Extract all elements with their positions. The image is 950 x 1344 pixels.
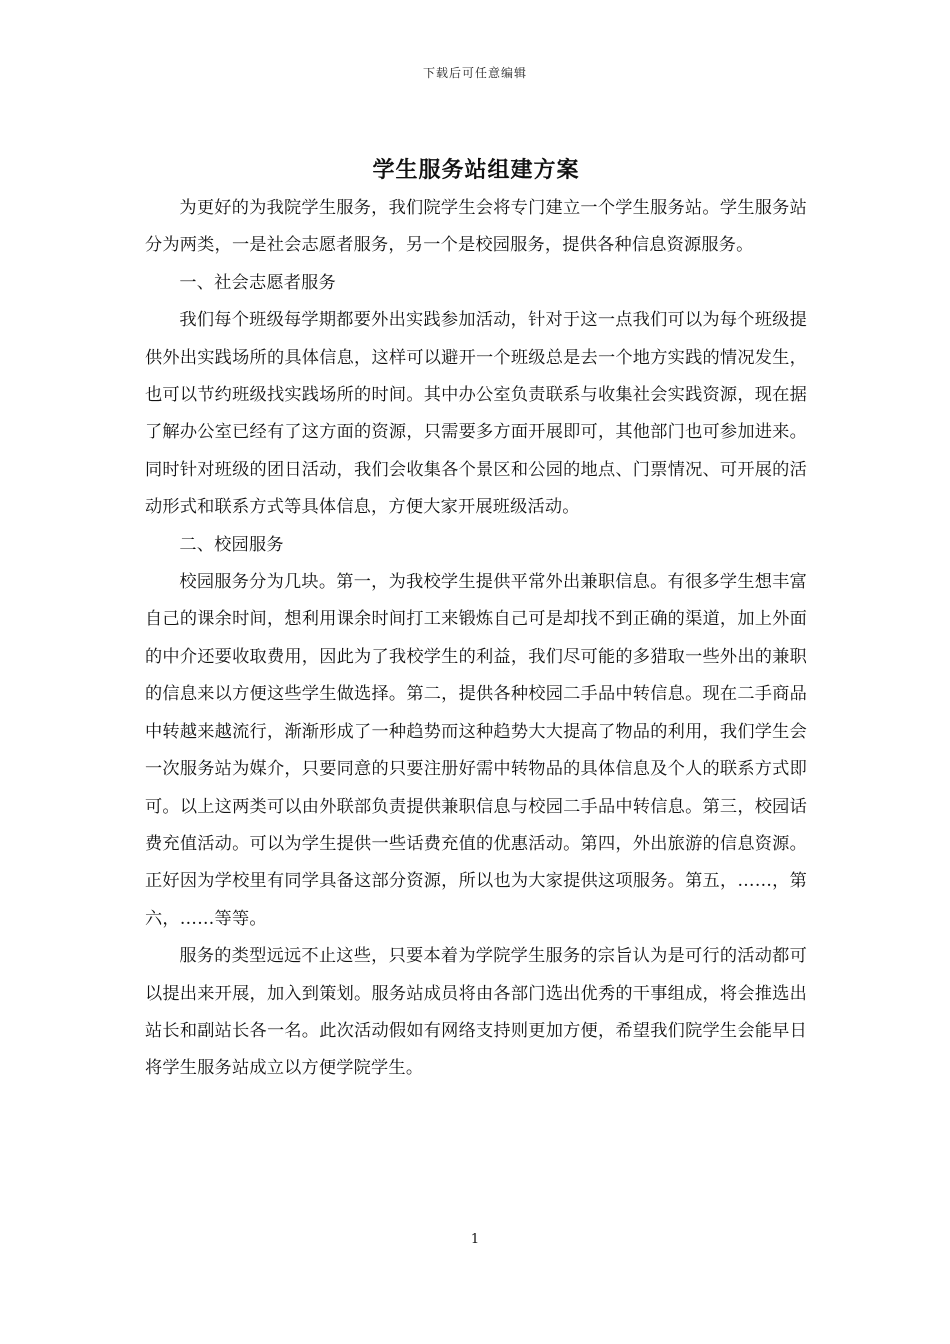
document-title: 学生服务站组建方案 [372, 157, 580, 183]
page-number: 1 [470, 1232, 480, 1247]
campus-paragraph: 校园服务分为几块。第一，为我校学生提供平常外出兼职信息。有很多学生想丰富自己的课余时间，想利用课余时间打工来锻炼自己可是却找不到正确的渠道，加上外面的中介还要收取费用，因此为了我校学生的利益，我们尽可能的多猎取一些外出的兼职的信息来以方便这些学生做选择。第二，提供各种校园二手品中转信息。现在二手商品中转越来越流行，渐渐形成了一种趋势而这种趋势大大提高了物品的利用，我们学生会一次服务站为媒介，只要同意的只要注册好需中转物品的具体信息及个人的联系方式即可。以上这两类可以由外联部负责提供兼职信息与校园二手品中转信息。第三，校园话费充值活动。可以为学生提供一些话费充值的优惠活动。第四，外出旅游的信息资源。正好因为学校里有同学具备这部分资源，所以也为大家提供这项服务。第五，……，第六，……等等。 [145, 572, 807, 929]
section-heading-campus: 二、校园服务 [179, 534, 284, 555]
closing-paragraph: 服务的类型远远不止这些，只要本着为学院学生服务的宗旨认为是可行的活动都可以提出来开展，加入到策划。服务站成员将由各部门选出优秀的干事组成，将会推选出站长和副站长各一名。此次活动假如有网络支持则更加方便，希望我们院学生会能早日将学生服务站成立以方便学院学生。 [145, 946, 807, 1079]
document-body [145, 150, 807, 1088]
volunteer-paragraph: 我们每个班级每学期都要外出实践参加活动，针对于这一点我们可以为每个班级提供外出实践场所的具体信息，这样可以避开一个班级总是去一个地方实践的情况发生，也可以节约班级找实践场所的时间。其中办公室负责联系与收集社会实践资源，现在据了解办公室已经有了这方面的资源，只需要多方面开展即可，其他部门也可参加进来。同时针对班级的团日活动，我们会收集各个景区和公园的地点、门票情况、可开展的活动形式和联系方式等具体信息，方便大家开展班级活动。 [145, 310, 807, 518]
header-note: 下载后可任意编辑 [422, 66, 527, 80]
intro-paragraph: 为更好的为我院学生服务，我们院学生会将专门建立一个学生服务站。学生服务站分为两类，一是社会志愿者服务，另一个是校园服务，提供各种信息资源服务。 [145, 198, 807, 256]
section-heading-volunteer: 一、社会志愿者服务 [179, 272, 336, 293]
